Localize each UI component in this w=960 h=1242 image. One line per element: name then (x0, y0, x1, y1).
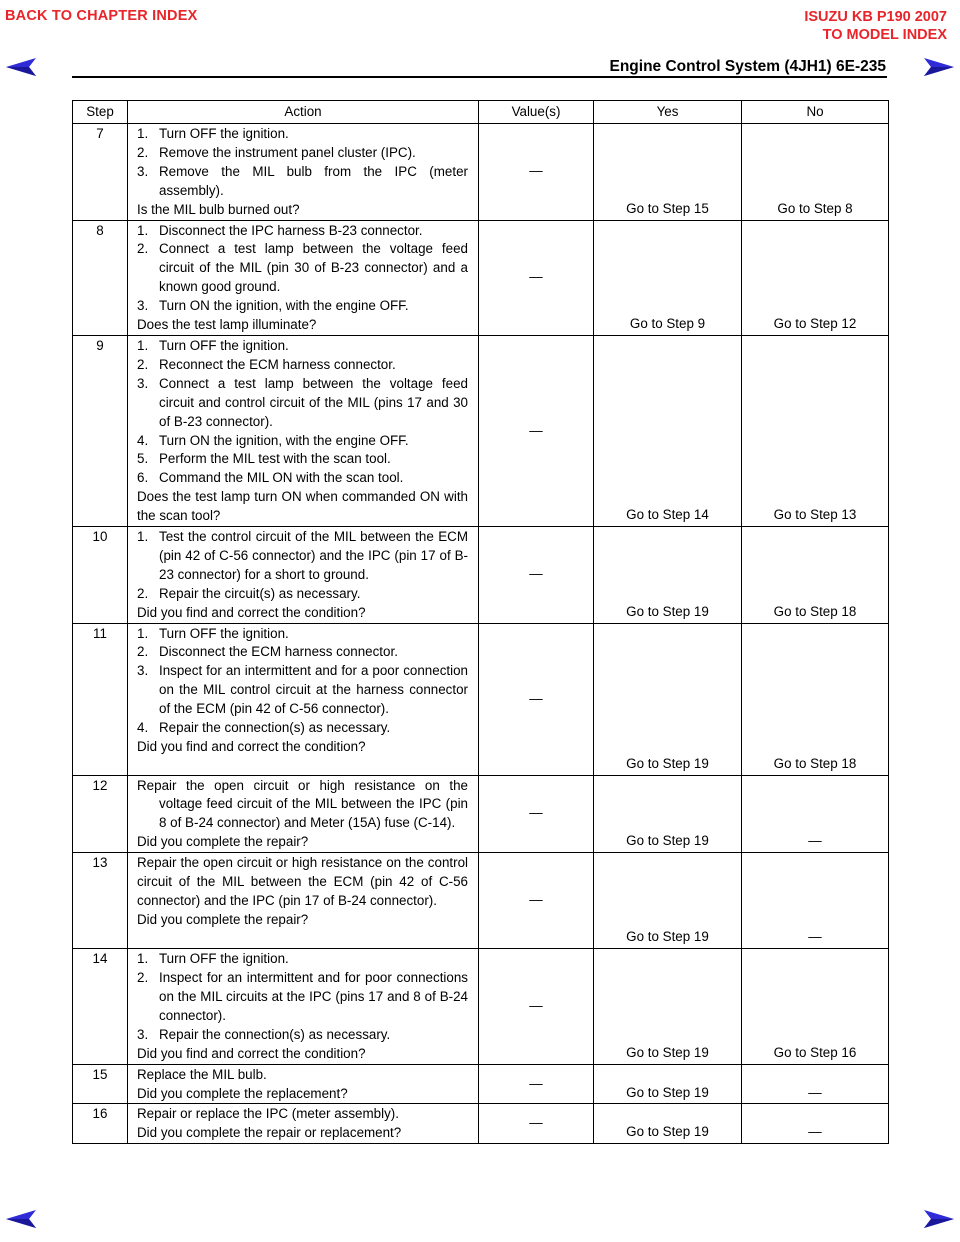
action-question: Did you complete the replacement? (137, 1085, 348, 1101)
action-list-item (137, 375, 468, 432)
action-cell (128, 220, 479, 335)
yes-cell: Go to Step 19 (594, 949, 742, 1064)
item-number: 3. (137, 163, 149, 179)
action-question: Did you complete the repair? (137, 834, 309, 850)
yes-cell: Go to Step 19 (594, 1104, 742, 1144)
action-list-item (137, 969, 468, 1026)
table-row (73, 335, 889, 526)
item-number: 3. (137, 375, 149, 391)
action-list-item (137, 356, 468, 375)
action-question: Does the test lamp illuminate? (137, 317, 317, 333)
step-number: 16 (73, 1104, 128, 1144)
value-cell (479, 1104, 594, 1144)
item-number: 3. (137, 1026, 149, 1042)
step-number: 7 (73, 124, 128, 221)
table-row (73, 775, 889, 853)
item-number: 1. (137, 222, 149, 238)
value-cell (479, 1064, 594, 1104)
item-number: 4. (137, 432, 149, 448)
item-text: Command the MIL ON with the scan tool. (159, 470, 404, 486)
value-dash: — (529, 805, 543, 821)
item-text: Reconnect the ECM harness connector. (159, 356, 396, 372)
header-no: No (742, 101, 889, 124)
item-text: Turn OFF the ignition. (159, 337, 289, 353)
no-cell: Go to Step 8 (742, 124, 889, 221)
item-text: Turn ON the ignition, with the engine OFF. (159, 298, 409, 314)
no-cell: Go to Step 18 (742, 527, 889, 624)
value-cell (479, 220, 594, 335)
table-row (73, 1064, 889, 1104)
action-question: Did you complete the repair? (137, 911, 309, 927)
item-text: Disconnect the ECM harness connector. (159, 644, 398, 660)
action-question: Did you find and correct the condition? (137, 739, 366, 754)
yes-cell: Go to Step 14 (594, 335, 742, 526)
yes-cell: Go to Step 19 (594, 853, 742, 949)
item-number: 3. (137, 298, 149, 314)
item-text: Remove the MIL bulb from the IPC (meter assembly). (159, 163, 468, 198)
model-name: ISUZU KB P190 2007 (804, 9, 947, 25)
action-list-item (137, 1026, 468, 1045)
no-cell: Go to Step 16 (742, 949, 889, 1064)
value-dash: — (529, 690, 543, 706)
table-row (73, 124, 889, 221)
item-number: 4. (137, 720, 149, 736)
item-text: Inspect for an intermittent and for poor connections on the MIL circuits at the IPC (pins 17 and 8 of B-24 connector). (159, 970, 468, 1023)
no-cell: — (742, 853, 889, 949)
to-model-index-link[interactable]: TO MODEL INDEX (822, 27, 947, 43)
action-list-item (137, 337, 468, 356)
step-number: 11 (73, 623, 128, 775)
no-cell: Go to Step 12 (742, 220, 889, 335)
action-cell (128, 1064, 479, 1104)
header-step: Step (73, 101, 128, 124)
table-row (73, 1104, 889, 1144)
step-number: 8 (73, 220, 128, 335)
action-text: Repair or replace the IPC (meter assembly). (137, 1106, 399, 1122)
action-list-item (137, 297, 468, 316)
item-text: Perform the MIL test with the scan tool. (159, 451, 391, 467)
action-list-item (137, 643, 468, 662)
step-number: 13 (73, 853, 128, 949)
action-cell (128, 949, 479, 1064)
item-text: Turn OFF the ignition. (159, 126, 289, 141)
value-cell (479, 623, 594, 775)
action-question: Did you find and correct the condition? (137, 1045, 366, 1061)
item-number: 6. (137, 470, 149, 486)
action-question: Does the test lamp turn ON when commanded ON with the scan tool? (137, 489, 468, 524)
value-cell (479, 335, 594, 526)
no-cell: Go to Step 13 (742, 335, 889, 526)
table-row (73, 623, 889, 775)
back-to-chapter-index-link[interactable]: BACK TO CHAPTER INDEX (5, 8, 198, 24)
value-dash: — (529, 566, 543, 582)
item-number: 1. (137, 529, 149, 545)
next-page-arrow-bottom-icon[interactable] (922, 1208, 956, 1230)
item-number: 2. (137, 144, 149, 160)
table-row (73, 220, 889, 335)
yes-cell: Go to Step 19 (594, 1064, 742, 1104)
action-cell (128, 335, 479, 526)
item-number: 2. (137, 241, 149, 257)
action-cell (128, 527, 479, 624)
item-number: 1. (137, 625, 149, 641)
step-number: 12 (73, 775, 128, 853)
item-text: Turn OFF the ignition. (159, 951, 289, 967)
yes-cell: Go to Step 19 (594, 527, 742, 624)
value-cell (479, 527, 594, 624)
action-text: Repair the open circuit or high resistance on the voltage feed circuit of the MIL between the IPC (pin 8 of B-24 connector) and Meter (15A) fuse (C-14). (137, 777, 468, 831)
yes-cell: Go to Step 9 (594, 220, 742, 335)
item-text: Remove the instrument panel cluster (IPC). (159, 144, 416, 160)
item-text: Connect a test lamp between the voltage feed circuit and control circuit of the MIL (pins 17 and 30 of B-23 connector). (159, 375, 468, 429)
page-header: Engine Control System (4JH1) 6E-235 (609, 58, 886, 75)
value-dash: — (529, 269, 543, 285)
action-list-item (137, 163, 468, 201)
header-rule (72, 76, 887, 78)
item-text: Repair the circuit(s) as necessary. (159, 585, 361, 601)
model-nav (804, 8, 947, 44)
item-text: Repair the connection(s) as necessary. (159, 1026, 391, 1042)
item-text: Turn ON the ignition, with the engine OFF. (159, 432, 409, 448)
value-cell (479, 853, 594, 949)
value-dash: — (529, 422, 543, 438)
action-text: Replace the MIL bulb. (137, 1066, 267, 1082)
value-cell (479, 124, 594, 221)
yes-cell: Go to Step 19 (594, 623, 742, 775)
step-number: 10 (73, 527, 128, 624)
action-list-item (137, 144, 468, 163)
action-text: Repair the open circuit or high resistance on the control circuit of the MIL between the ECM (pin 42 of C-56 connector) and the IPC (pin 17 of B-24 connector). (137, 855, 468, 908)
value-dash: — (529, 1115, 543, 1131)
prev-page-arrow-bottom-icon[interactable] (4, 1208, 38, 1230)
diagnostic-steps-table (72, 100, 889, 1144)
value-dash: — (529, 997, 543, 1013)
action-list-item (137, 450, 468, 469)
action-question: Did you find and correct the condition? (137, 604, 366, 620)
no-cell: — (742, 1064, 889, 1104)
action-list-item (137, 222, 468, 241)
action-list-item (137, 625, 468, 644)
value-cell (479, 949, 594, 1064)
no-cell: Go to Step 18 (742, 623, 889, 775)
step-number: 9 (73, 335, 128, 526)
table-row (73, 949, 889, 1064)
action-list-item (137, 125, 468, 144)
no-cell: — (742, 775, 889, 853)
action-list-item (137, 719, 468, 738)
item-text: Turn OFF the ignition. (159, 625, 289, 641)
action-question: Is the MIL bulb burned out? (137, 201, 300, 217)
item-text: Repair the connection(s) as necessary. (159, 720, 391, 736)
item-number: 5. (137, 451, 149, 467)
value-cell (479, 775, 594, 853)
prev-page-arrow-icon[interactable] (4, 56, 38, 78)
item-text: Disconnect the IPC harness B-23 connector. (159, 222, 423, 238)
action-list-item (137, 469, 468, 488)
item-text: Test the control circuit of the MIL between the ECM (pin 42 of C-56 connector) and the IPC (pin 17 of B-23 connector) for a short to ground. (159, 529, 468, 582)
action-cell (128, 124, 479, 221)
header-values: Value(s) (479, 101, 594, 124)
action-list-item (137, 528, 468, 585)
value-dash: — (529, 892, 543, 908)
action-question: Did you complete the repair or replacement? (137, 1125, 402, 1141)
header-yes: Yes (594, 101, 742, 124)
yes-cell: Go to Step 19 (594, 775, 742, 853)
item-number: 1. (137, 337, 149, 353)
item-number: 1. (137, 951, 149, 967)
table-row (73, 527, 889, 624)
yes-cell: Go to Step 15 (594, 124, 742, 221)
next-page-arrow-icon[interactable] (922, 56, 956, 78)
action-list-item (137, 240, 468, 297)
header-action: Action (128, 101, 479, 124)
action-list-item (137, 950, 468, 969)
value-dash: — (529, 163, 543, 179)
item-number: 1. (137, 126, 149, 141)
action-list-item (137, 662, 468, 719)
item-number: 2. (137, 644, 149, 660)
item-number: 2. (137, 970, 149, 986)
table-header-row (73, 101, 889, 124)
action-list-item (137, 432, 468, 451)
action-list-item (137, 585, 468, 604)
no-cell: — (742, 1104, 889, 1144)
action-cell (128, 623, 479, 775)
action-cell (128, 775, 479, 853)
item-text: Inspect for an intermittent and for a poor connection on the MIL control circuit at the harness connector of the ECM (pin 42 of C-56 connector). (159, 663, 468, 717)
action-cell (128, 853, 479, 949)
item-number: 2. (137, 585, 149, 601)
table-row (73, 853, 889, 949)
item-text: Connect a test lamp between the voltage feed circuit of the MIL (pin 30 of B-23 connector) and a known good ground. (159, 241, 468, 295)
item-number: 3. (137, 663, 149, 679)
action-cell (128, 1104, 479, 1144)
value-dash: — (529, 1075, 543, 1091)
step-number: 14 (73, 949, 128, 1064)
item-number: 2. (137, 356, 149, 372)
step-number: 15 (73, 1064, 128, 1104)
